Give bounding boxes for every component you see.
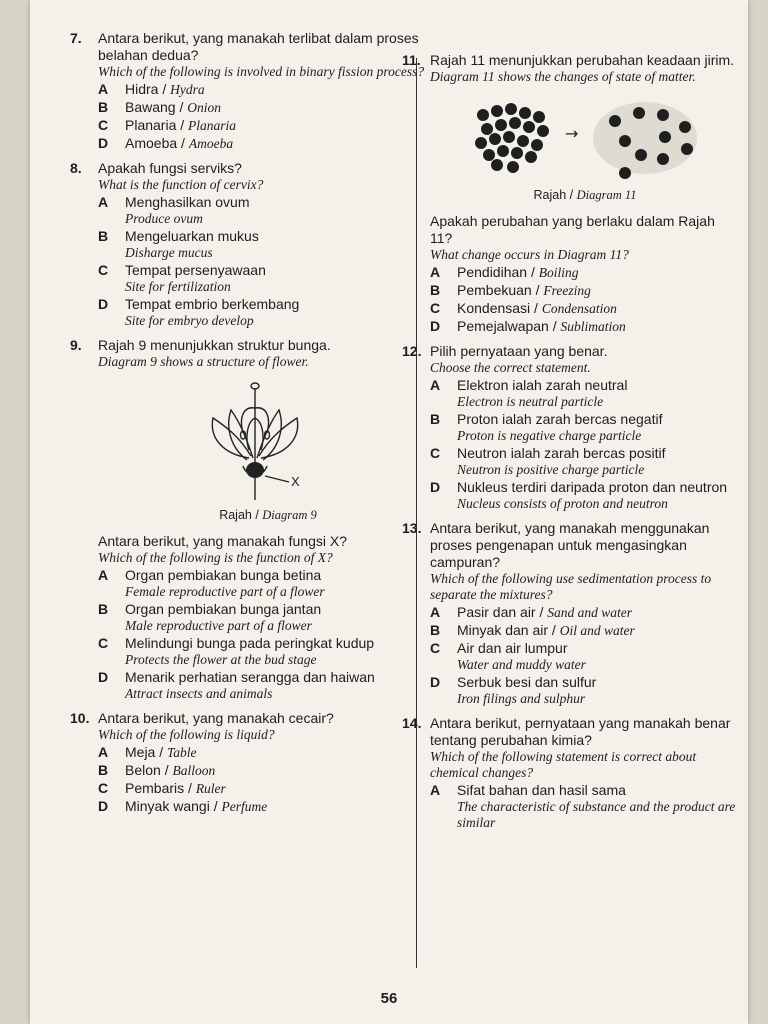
flower-structure-icon <box>203 378 333 503</box>
question-stem-english: Diagram 11 shows the changes of state of matter. <box>430 69 696 84</box>
question-stem-english: Which of the following is liquid? <box>98 727 275 742</box>
question-8 <box>70 160 438 329</box>
option-c[interactable]: C Kondensasi / Condensation <box>430 300 617 316</box>
option-a[interactable]: A Menghasilkan ovum Produce ovum <box>98 194 250 226</box>
question-number: 8. <box>70 160 82 176</box>
option-d[interactable]: D Pemejalwapan / Sublimation <box>430 318 626 334</box>
figure-caption: Rajah / Diagram 11 <box>533 188 637 202</box>
question-stem-malay: Antara berikut, yang manakah cecair? <box>98 710 334 726</box>
question-number: 10. <box>70 710 90 726</box>
option-c[interactable]: C Pembaris / Ruler <box>98 780 226 796</box>
option-a[interactable]: A Sifat bahan dan hasil sama The characteristic of substance and the product are similar <box>430 782 736 830</box>
option-a[interactable]: A Meja / Table <box>98 744 197 760</box>
question-stem-malay: Rajah 9 menunjukkan struktur bunga. <box>98 337 331 353</box>
sub-question-malay: Antara berikut, yang manakah fungsi X? <box>98 533 348 549</box>
option-a[interactable]: A Pasir dan air / Sand and water <box>430 604 633 620</box>
option-b[interactable]: B Mengeluarkan mukus Disharge mucus <box>98 228 259 260</box>
option-c[interactable]: C Neutron ialah zarah bercas positif Neutron is positive charge particle <box>430 445 666 477</box>
option-d[interactable]: D Menarik perhatian serangga dan haiwan Attract insects and animals <box>98 669 375 701</box>
question-number: 14. <box>402 715 422 731</box>
question-stem-malay: Antara berikut, pernyataan yang manakah benar tentang perubahan kimia? <box>430 715 731 748</box>
question-stem-malay: Rajah 11 menunjukkan perubahan keadaan jirim. <box>430 52 735 68</box>
option-a[interactable]: A Hidra / Hydra <box>98 81 205 97</box>
option-c[interactable]: C Air dan air lumpur Water and muddy water <box>430 640 586 672</box>
option-c[interactable]: C Tempat persenyawaan Site for fertilization <box>98 262 266 294</box>
sub-question-english: What change occurs in Diagram 11? <box>430 247 629 262</box>
option-a[interactable]: A Pendidihan / Boiling <box>430 264 579 280</box>
option-b[interactable]: B Belon / Balloon <box>98 762 216 778</box>
question-stem-english: Which of the following statement is correct about chemical changes? <box>430 749 697 780</box>
question-number: 13. <box>402 520 422 536</box>
question-stem-english: What is the function of cervix? <box>98 177 264 192</box>
option-b[interactable]: B Pembekuan / Freezing <box>430 282 591 298</box>
option-d[interactable]: D Nukleus terdiri daripada proton dan neutron Nucleus consists of proton and neutron <box>430 479 728 511</box>
label-x: X <box>291 474 300 489</box>
question-stem-malay: Antara berikut, yang manakah menggunakan proses pengenapan untuk mengasingkan campuran? <box>430 520 710 570</box>
page-number: 56 <box>380 990 398 1007</box>
option-a[interactable]: A Elektron ialah zarah neutral Electron is neutral particle <box>430 377 628 409</box>
question-number: 11. <box>402 52 421 68</box>
sub-question-malay: Apakah perubahan yang berlaku dalam Rajah 11? <box>430 213 715 246</box>
option-d[interactable]: D Minyak wangi / Perfume <box>98 798 268 814</box>
question-11 <box>402 52 740 335</box>
question-stem-malay: Apakah fungsi serviks? <box>98 160 242 176</box>
option-d[interactable]: D Serbuk besi dan sulfur Iron filings and sulphur <box>430 674 597 706</box>
sub-question-english: Which of the following is the function of X? <box>98 550 333 565</box>
question-13 <box>402 520 740 707</box>
option-a[interactable]: A Organ pembiakan bunga betina Female reproductive part of a flower <box>98 567 325 599</box>
question-number: 7. <box>70 30 82 46</box>
figure-caption: Rajah / Diagram 9 <box>219 508 317 522</box>
arrow-icon: → <box>565 124 579 143</box>
question-stem-english: Which of the following use sedimentation process to separate the mixtures? <box>430 571 712 602</box>
particles-solid-to-gas-icon <box>465 93 705 183</box>
particle-diagram <box>430 93 740 183</box>
question-12 <box>402 343 740 512</box>
question-stem-english: Diagram 9 shows a structure of flower. <box>98 354 309 369</box>
question-number: 12. <box>402 343 422 359</box>
option-d[interactable]: D Tempat embrio berkembang Site for embryo develop <box>98 296 300 328</box>
option-b[interactable]: B Organ pembiakan bunga jantan Male reproductive part of a flower <box>98 601 322 633</box>
question-stem-malay: Antara berikut, yang manakah terlibat dalam proses belahan dedua? <box>98 30 419 63</box>
option-b[interactable]: B Bawang / Onion <box>98 99 222 115</box>
option-b[interactable]: B Proton ialah zarah bercas negatif Proton is negative charge particle <box>430 411 663 443</box>
question-10 <box>70 710 438 815</box>
right-column <box>402 52 740 839</box>
textbook-page <box>30 0 748 1024</box>
option-b[interactable]: B Minyak dan air / Oil and water <box>430 622 635 638</box>
question-7 <box>70 30 438 152</box>
question-9 <box>70 337 438 702</box>
flower-diagram <box>98 378 438 503</box>
question-14 <box>402 715 740 831</box>
question-stem-malay: Pilih pernyataan yang benar. <box>430 343 608 359</box>
question-stem-english: Choose the correct statement. <box>430 360 591 375</box>
question-number: 9. <box>70 337 82 353</box>
left-column <box>70 30 438 823</box>
option-c[interactable]: C Planaria / Planaria <box>98 117 237 133</box>
option-c[interactable]: C Melindungi bunga pada peringkat kudup Protects the flower at the bud stage <box>98 635 375 667</box>
question-stem-english: Which of the following is involved in binary fission process? <box>98 64 425 79</box>
option-d[interactable]: D Amoeba / Amoeba <box>98 135 234 151</box>
